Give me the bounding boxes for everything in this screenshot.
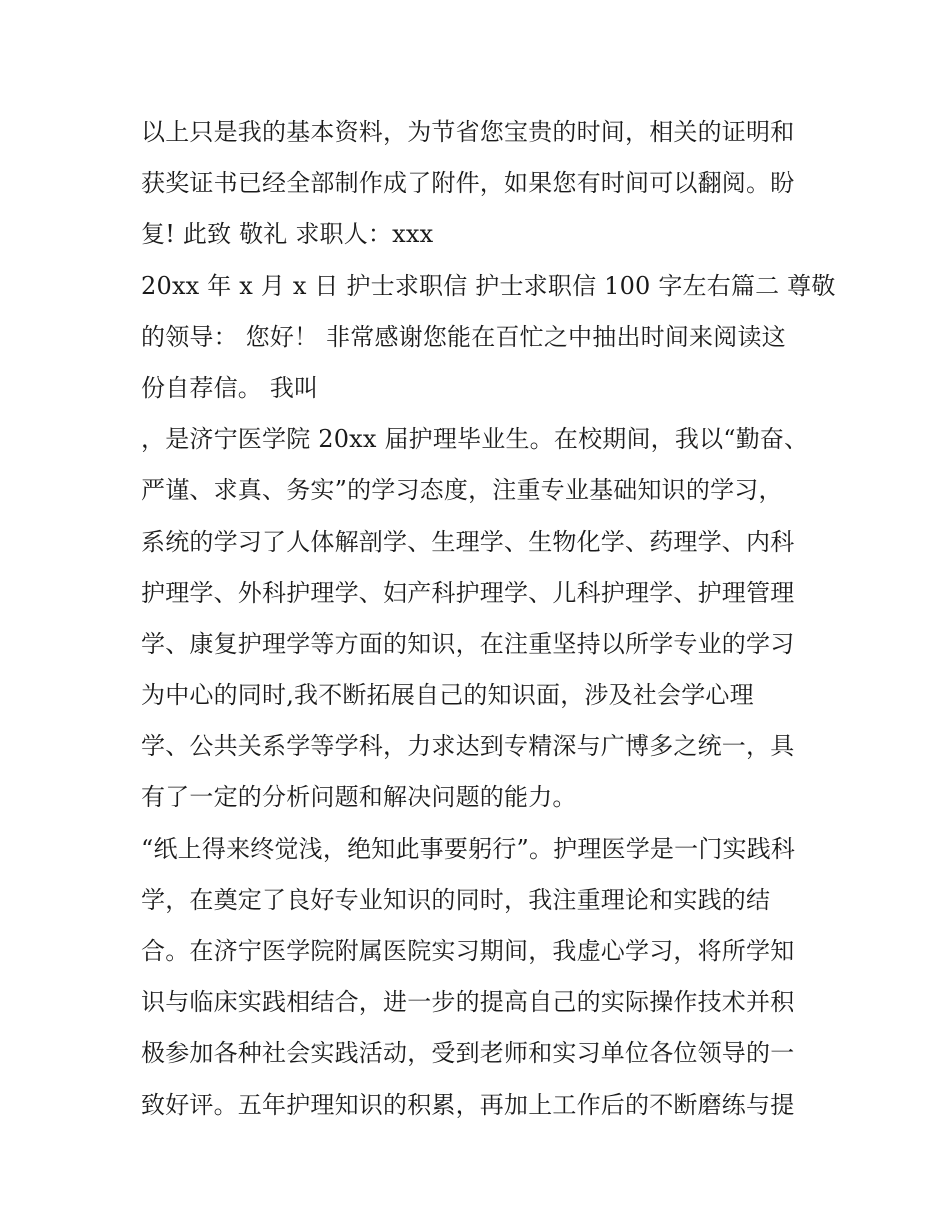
text-line: 以上只是我的基本资料，为节省您宝贵的时间，相关的证明和: [141, 118, 795, 146]
text-line: 为中心的同时,我不断拓展自己的知识面，涉及社会学心理: [141, 681, 754, 710]
text-line: 的领导： 您好！ 非常感谢您能在百忙之中抽出时间来阅读这: [141, 322, 786, 351]
text-line: “纸上得来终觉浅，绝知此事要躬行”。护理医学是一门实践科: [141, 834, 796, 863]
text-line: 系统的学习了人体解剖学、生理学、生物化学、药理学、内科: [141, 527, 795, 556]
text-line: 极参加各种社会实践活动，受到老师和实习单位各位领导的一: [141, 1039, 795, 1068]
text-line: 有了一定的分析问题和解决问题的能力。: [141, 783, 577, 812]
text-line: 严谨、求真、务实”的学习态度，注重专业基础知识的学习，: [141, 476, 783, 505]
text-line: 学、公共关系学等学科，力求达到专精深与广博多之统一，具: [141, 732, 795, 761]
text-line: 护理学、外科护理学、妇产科护理学、儿科护理学、护理管理: [141, 578, 795, 607]
text-line: 合。在济宁医学院附属医院实习期间，我虚心学习，将所学知: [141, 937, 795, 965]
document-body: [141, 107, 836, 1131]
text-line: 复! 此致 敬礼 求职人：xxx: [141, 220, 434, 249]
text-line: 学，在奠定了良好专业知识的同时，我注重理论和实践的结: [141, 885, 771, 914]
text-line: 获奖证书已经全部制作成了附件，如果您有时间可以翻阅。盼: [141, 169, 795, 198]
text-line: 致好评。五年护理知识的积累，再加上工作后的不断磨练与提: [141, 1090, 795, 1119]
text-line: 20xx 年 x 月 x 日 护士求职信 护士求职信 100 字左右篇二 尊敬: [141, 271, 836, 300]
text-line: 份自荐信。 我叫: [141, 373, 319, 402]
text-line: 学、康复护理学等方面的知识，在注重坚持以所学专业的学习: [141, 629, 795, 658]
text-line: 识与临床实践相结合，进一步的提高自己的实际操作技术并积: [141, 988, 795, 1017]
text-line: ，是济宁医学院 20xx 届护理毕业生。在校期间，我以“勤奋、: [141, 425, 809, 454]
